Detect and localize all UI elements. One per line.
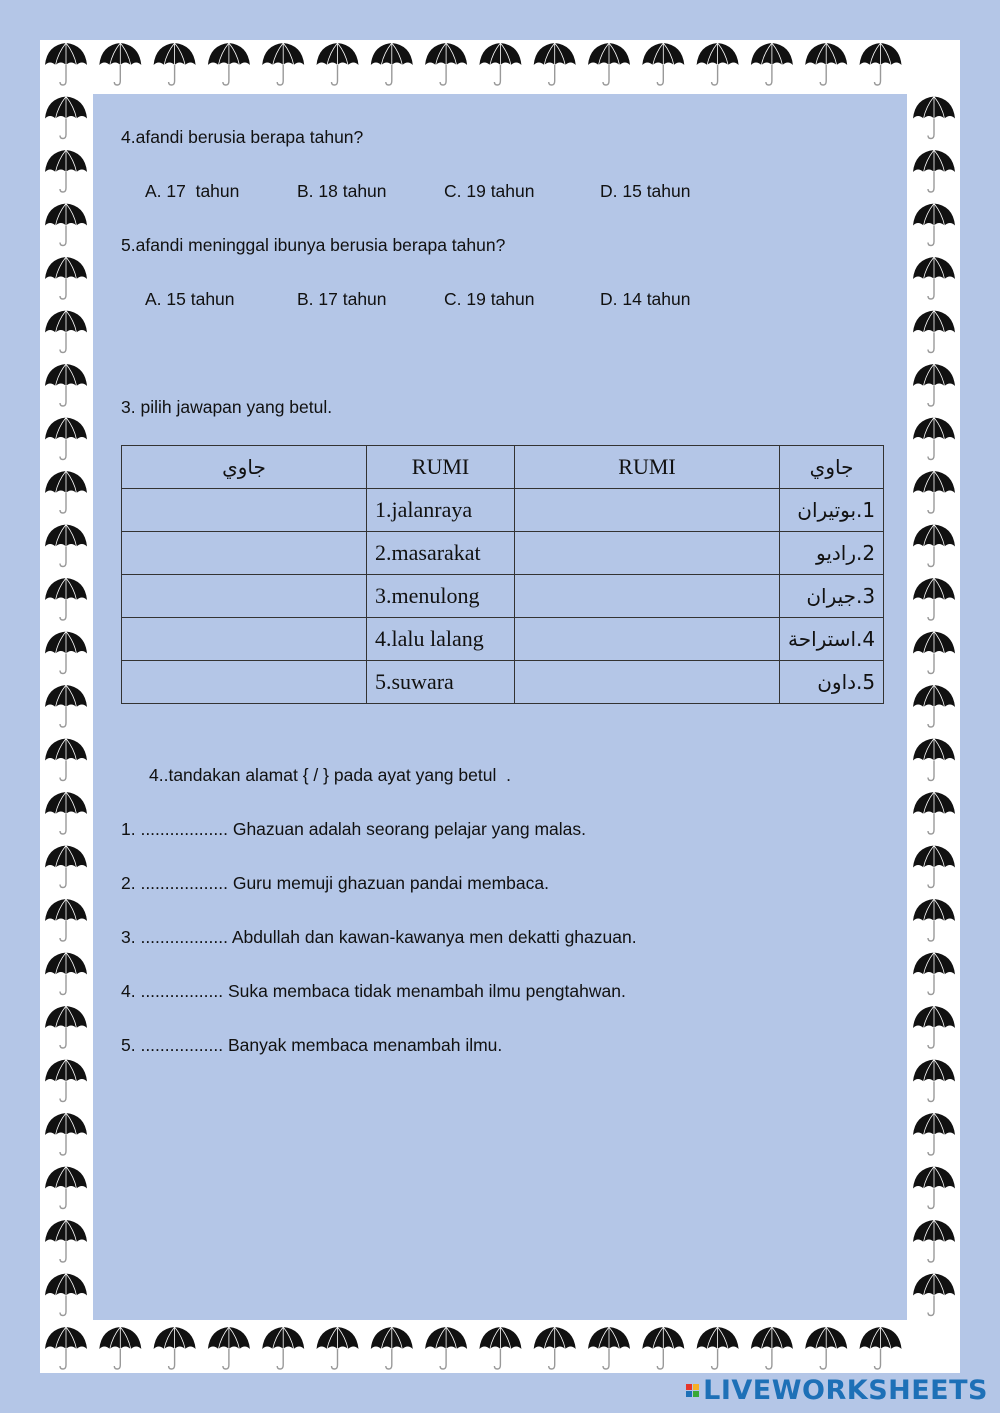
table-row	[122, 661, 884, 704]
umbrella-icon	[534, 43, 576, 85]
umbrella-icon	[45, 418, 87, 460]
umbrella-icon	[913, 1113, 955, 1155]
answer-jawi-cell[interactable]	[122, 661, 367, 704]
umbrella-icon	[697, 43, 739, 85]
section-3-instruction: 3. pilih jawapan yang betul.	[121, 397, 333, 417]
umbrella-icon	[913, 578, 955, 620]
umbrella-icon	[913, 899, 955, 941]
umbrella-icon	[45, 1113, 87, 1155]
umbrella-icon	[45, 43, 87, 85]
table-row	[122, 575, 884, 618]
rumi-word: 3.menulong	[367, 575, 515, 618]
umbrella-icon	[45, 739, 87, 781]
umbrella-icon	[860, 1327, 902, 1369]
table-header-row	[122, 446, 884, 489]
umbrella-icon	[45, 578, 87, 620]
umbrella-icon	[588, 43, 630, 85]
umbrella-icon	[588, 1327, 630, 1369]
umbrella-icon	[913, 418, 955, 460]
umbrella-icon	[45, 204, 87, 246]
answer-rumi-cell[interactable]	[515, 661, 780, 704]
umbrella-icon	[479, 1327, 521, 1369]
logo-square	[693, 1391, 699, 1397]
umbrella-icon	[913, 739, 955, 781]
jawi-rumi-table	[121, 445, 884, 704]
umbrella-icon	[642, 1327, 684, 1369]
umbrella-icon	[913, 632, 955, 674]
q4-option-d[interactable]: D. 15 tahun	[600, 181, 691, 201]
q4-option-a[interactable]: A. 17 tahun	[145, 181, 240, 201]
umbrella-icon	[45, 846, 87, 888]
jawi-word: 2.راديو	[780, 532, 884, 575]
umbrella-icon	[45, 632, 87, 674]
q4-option-b[interactable]: B. 18 tahun	[297, 181, 387, 201]
umbrella-icon	[425, 1327, 467, 1369]
umbrella-icon	[913, 1006, 955, 1048]
umbrella-icon	[913, 792, 955, 834]
logo-square	[686, 1391, 692, 1397]
umbrella-icon	[697, 1327, 739, 1369]
umbrella-icon	[425, 43, 467, 85]
umbrella-icon	[208, 1327, 250, 1369]
umbrella-icon	[45, 953, 87, 995]
umbrella-icon	[805, 43, 847, 85]
umbrella-icon	[913, 1274, 955, 1316]
q4-option-c[interactable]: C. 19 tahun	[444, 181, 535, 201]
header-jawi-left: جاوي	[122, 446, 367, 489]
umbrella-icon	[45, 150, 87, 192]
answer-rumi-cell[interactable]	[515, 489, 780, 532]
umbrella-icon	[45, 1060, 87, 1102]
umbrella-icon	[45, 1220, 87, 1262]
answer-rumi-cell[interactable]	[515, 618, 780, 661]
worksheet-content	[93, 94, 907, 1320]
umbrella-icon	[642, 43, 684, 85]
answer-jawi-cell[interactable]	[122, 618, 367, 661]
logo-mark-icon	[686, 1384, 699, 1397]
rumi-word: 2.masarakat	[367, 532, 515, 575]
umbrella-icon	[45, 311, 87, 353]
statement-item[interactable]: 5. ................. Banyak membaca menambah ilmu.	[121, 1035, 503, 1055]
umbrella-icon	[45, 1327, 87, 1369]
umbrella-icon	[99, 43, 141, 85]
umbrella-icon	[45, 1167, 87, 1209]
umbrella-icon	[262, 43, 304, 85]
umbrella-icon	[45, 97, 87, 139]
umbrella-icon	[913, 204, 955, 246]
question-4: 4.afandi berusia berapa tahun?	[121, 127, 364, 147]
section-4-instruction: 4..tandakan alamat { / } pada ayat yang betul .	[149, 765, 511, 785]
umbrella-icon	[371, 1327, 413, 1369]
umbrella-icon	[805, 1327, 847, 1369]
table-row	[122, 489, 884, 532]
rumi-word: 5.suwara	[367, 661, 515, 704]
umbrella-icon	[913, 846, 955, 888]
umbrella-icon	[262, 1327, 304, 1369]
answer-rumi-cell[interactable]	[515, 575, 780, 618]
umbrella-icon	[913, 257, 955, 299]
header-rumi-right: RUMI	[515, 446, 780, 489]
umbrella-icon	[860, 43, 902, 85]
table-row	[122, 532, 884, 575]
jawi-word: 4.استراحة	[780, 618, 884, 661]
umbrella-icon	[751, 1327, 793, 1369]
umbrella-icon	[913, 150, 955, 192]
logo-text: LIVEWORKSHEETS	[703, 1374, 988, 1406]
q5-option-b[interactable]: B. 17 tahun	[297, 289, 387, 309]
umbrella-icon	[208, 43, 250, 85]
umbrella-icon	[154, 1327, 196, 1369]
umbrella-icon	[751, 43, 793, 85]
jawi-word: 5.داون	[780, 661, 884, 704]
umbrella-icon	[45, 1274, 87, 1316]
umbrella-icon	[913, 1220, 955, 1262]
umbrella-icon	[913, 471, 955, 513]
liveworksheets-logo	[686, 1375, 988, 1405]
question-5: 5.afandi meninggal ibunya berusia berapa tahun?	[121, 235, 506, 255]
table-row	[122, 618, 884, 661]
header-jawi-right: جاوي	[780, 446, 884, 489]
jawi-word: 1.بوتيران	[780, 489, 884, 532]
umbrella-icon	[45, 899, 87, 941]
answer-rumi-cell[interactable]	[515, 532, 780, 575]
umbrella-icon	[45, 257, 87, 299]
answer-jawi-cell[interactable]	[122, 575, 367, 618]
umbrella-icon	[913, 311, 955, 353]
answer-jawi-cell[interactable]	[122, 489, 367, 532]
jawi-word: 3.جيران	[780, 575, 884, 618]
header-rumi-left: RUMI	[367, 446, 515, 489]
q5-option-d[interactable]: D. 14 tahun	[600, 289, 691, 309]
statement-item[interactable]: 3. .................. Abdullah dan kawan-kawanya men dekatti ghazuan.	[121, 927, 637, 947]
statement-item[interactable]: 1. .................. Ghazuan adalah seorang pelajar yang malas.	[121, 819, 586, 839]
umbrella-icon	[317, 1327, 359, 1369]
umbrella-icon	[913, 364, 955, 406]
rumi-word: 4.lalu lalang	[367, 618, 515, 661]
umbrella-icon	[371, 43, 413, 85]
umbrella-icon	[913, 953, 955, 995]
logo-square	[693, 1384, 699, 1390]
umbrella-icon	[45, 364, 87, 406]
umbrella-icon	[913, 685, 955, 727]
q5-option-c[interactable]: C. 19 tahun	[444, 289, 535, 309]
umbrella-icon	[45, 1006, 87, 1048]
umbrella-icon	[913, 97, 955, 139]
umbrella-icon	[317, 43, 359, 85]
answer-jawi-cell[interactable]	[122, 532, 367, 575]
umbrella-icon	[99, 1327, 141, 1369]
umbrella-icon	[913, 1060, 955, 1102]
umbrella-icon	[913, 1167, 955, 1209]
rumi-word: 1.jalanraya	[367, 489, 515, 532]
umbrella-icon	[45, 685, 87, 727]
umbrella-icon	[45, 792, 87, 834]
umbrella-icon	[913, 525, 955, 567]
umbrella-icon	[479, 43, 521, 85]
logo-square	[686, 1384, 692, 1390]
statement-item[interactable]: 2. .................. Guru memuji ghazuan pandai membaca.	[121, 873, 549, 893]
umbrella-icon	[154, 43, 196, 85]
umbrella-icon	[45, 471, 87, 513]
statement-item[interactable]: 4. ................. Suka membaca tidak menambah ilmu pengtahwan.	[121, 981, 626, 1001]
umbrella-icon	[45, 525, 87, 567]
q5-option-a[interactable]: A. 15 tahun	[145, 289, 235, 309]
umbrella-icon	[534, 1327, 576, 1369]
